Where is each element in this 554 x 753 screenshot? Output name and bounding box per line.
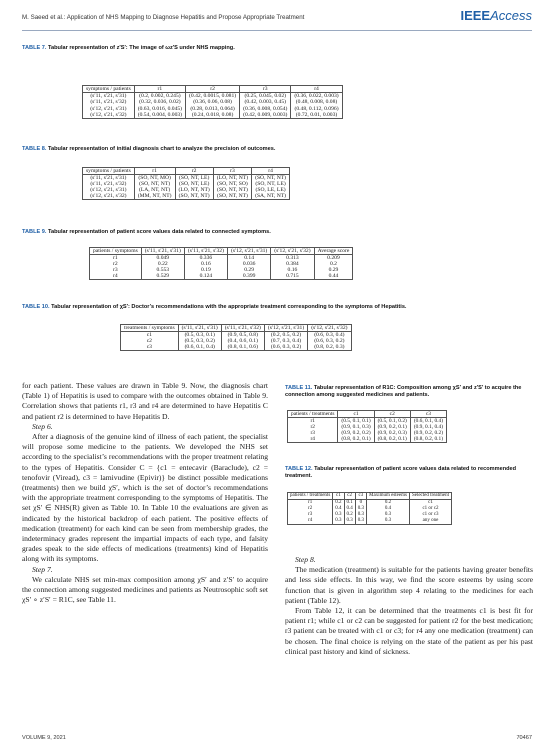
table12-cell: any one [422, 517, 439, 523]
table9-cell: 0.44 [328, 273, 339, 279]
table8-column-r1 [134, 175, 175, 200]
table12-cell: 0.4 [346, 505, 353, 511]
table7-cell: (0.72, 0.01, 0.003) [295, 111, 338, 118]
step-6-heading: Step 6. [32, 421, 53, 431]
table12-col: Selected treatment [409, 493, 451, 500]
table9-row-label: r3 [113, 267, 118, 273]
table7-cell: (0.36, 0.06, 0.08) [193, 99, 232, 106]
table8-cell: (LO, NT, NT) [178, 187, 210, 194]
table12-column [344, 499, 355, 524]
table9-caption-text: Tabular representation of patient score values data related to connected symptoms. [48, 229, 271, 235]
table12-cell: c1 or c3 [422, 511, 439, 517]
table12-col: c3 [355, 493, 366, 500]
table11-cell: (0.9, 0.2, 0.2) [413, 430, 444, 437]
table9-corner: patients / symptoms [90, 248, 142, 255]
running-header: M. Saeed et al.: Application of NHS Mapping to Diagnose Hepatitis and Propose Appropriate Treatment [22, 14, 305, 21]
table10-cell: (0.6, 0.3, 0.2) [314, 338, 345, 345]
table11-cell: (0.9, 0.2, 0.3) [377, 430, 407, 437]
table12 [287, 492, 452, 525]
table12-cell: 0.3 [357, 517, 365, 523]
table12-col: Maximum esteems [367, 493, 410, 500]
table12-cell: 0.3 [357, 511, 365, 517]
table11-cell: (0.5, 0.1, 0.2) [377, 418, 407, 425]
table12-cell: 0.3 [384, 511, 392, 517]
table10-cell: (0.2, 0.5, 0.2) [270, 332, 302, 339]
table12-row-label: r2 [308, 505, 313, 511]
table7-number: TABLE 7. [22, 45, 47, 51]
table10-column [178, 332, 221, 351]
table7-caption [22, 45, 532, 52]
table8-corner: symptoms / patients [83, 168, 135, 175]
table8-row-label: (s′11, s′21, s′32) [90, 181, 127, 188]
table11-row-labels [288, 418, 338, 443]
table9-col: (s′12, s′21, s′32) [271, 248, 314, 255]
table12-cell: c1 or c2 [422, 505, 439, 511]
logo-suffix: Access [490, 8, 532, 23]
table11-caption-text: Tabular representation of R1C: Composition among χS′ and z′S′ to acquire the connection among suggested medicines and patients. [285, 385, 522, 399]
table11-cell: (0.8, 0.2, 0.1) [377, 436, 407, 443]
table9-cell: 0.313 [286, 255, 299, 261]
table12-cell: 0.3 [384, 517, 392, 523]
table9-caption [22, 229, 532, 236]
table11-column [374, 418, 410, 443]
table12-cell: 0.3 [335, 517, 342, 523]
table9-cell: 0.209 [327, 255, 340, 261]
table12-cell: 0.2 [335, 499, 342, 505]
table11-caption [285, 385, 533, 400]
table7-column-r1 [134, 93, 185, 119]
table11-cell: (0.9, 0.1, 0.3) [341, 424, 371, 431]
table11-cell: (0.8, 0.2, 0.1) [341, 436, 371, 443]
table10-cell: (0.7, 0.3, 0.4) [270, 338, 302, 345]
table12-caption-text: Tabular representation of patient score values data related to recommended treatment. [285, 466, 517, 480]
table7-cell: (0.48, 0.112, 0.096) [294, 105, 339, 112]
step-7-heading: Step 7. [32, 564, 53, 574]
table9-average-column [314, 255, 353, 280]
table7-cell: (0.2, 0.002, 0.245) [139, 93, 181, 100]
table11-row-label: r4 [310, 436, 315, 443]
table9-cell: 0.049 [156, 255, 170, 261]
table8-column-r2 [175, 175, 213, 200]
table7-cell: (0.42, 0.003, 0.45) [244, 99, 286, 106]
table12-column [409, 499, 451, 524]
table12-row-label: r1 [308, 499, 313, 505]
table12-row-label: r4 [308, 517, 313, 523]
table8-col: r4 [252, 168, 290, 175]
table7-corner: symptoms / patients [83, 86, 135, 93]
table10-cell: (0.5, 0.3, 0.2) [184, 338, 215, 345]
table8-cell: (SO, NT, NT) [255, 175, 287, 182]
table8-col: r3 [213, 168, 251, 175]
table7-cell: (0.25, 0.045, 0.02) [244, 93, 286, 100]
footer-volume: VOLUME 9, 2021 [22, 735, 66, 741]
table10-cell: (0.6, 0.1, 0.4) [184, 344, 215, 351]
table10-row-label: c1 [146, 332, 152, 339]
table12-column [355, 499, 366, 524]
table9-cell: 0.29 [244, 267, 255, 273]
table9 [89, 247, 353, 280]
table8-row-labels [83, 175, 135, 200]
table8-cell: (SO, NT, NT) [178, 193, 210, 200]
table8-number: TABLE 8. [22, 146, 47, 152]
table9-cell: 0.29 [328, 267, 339, 273]
table7-row-label: (s′11, s′21, s′31) [90, 93, 127, 100]
table7-cell: (0.36, 0.008, 0.054) [243, 105, 288, 112]
table11-cell: (0.6, 0.1, 0.4) [413, 418, 444, 425]
right-paragraph-2: From Table 12, it can be determined that the treatments c1 is best fit for patient r1; while c1 or c2 can be suggested for patient r2 for the best medication; r3 patient can be treated with c1 or c3; for r4 any one medication (treatment) can be chosen. The final choice is relying on the state of the patient as per his past clinical past history and kind of sickness. [285, 606, 533, 656]
table9-col: (s′12, s′21, s′31) [227, 248, 270, 255]
table9-cell: 0.2 [329, 261, 337, 267]
table11-column [410, 418, 446, 443]
table11-corner: patients / treatments [288, 411, 338, 418]
table12-cell: c1 [428, 499, 433, 505]
table8-column-r3 [213, 175, 251, 200]
table8-row-label: (s′11, s′21, s′31) [90, 175, 127, 182]
table9-row-label: r1 [113, 255, 118, 261]
table8-cell: (SO, NT, LE) [178, 175, 210, 182]
left-column-text [22, 381, 268, 605]
table10-col: (s′11, s′21, s′32) [221, 325, 264, 332]
table9-cell: 0.384 [286, 261, 299, 267]
table7-col: r2 [186, 86, 240, 93]
table7-cell: (0.63, 0.016, 0.045) [137, 105, 183, 112]
table11-row-label: r2 [310, 424, 315, 431]
table8-row-label: (s′12, s′21, s′31) [90, 187, 127, 194]
table8-cell: (SA, NT, NT) [255, 193, 287, 200]
table10-cell: (0.4, 0.6, 0.1) [227, 338, 258, 345]
logo-prefix: IEEE [460, 8, 491, 23]
table8-cell: (SO, LE, LE) [255, 187, 286, 194]
table8-cell: (SO, NT, MO) [138, 175, 171, 182]
table8-cell: (SO, NT, LE) [255, 181, 286, 188]
header-rule [22, 30, 532, 31]
table8-row-label: (s′12, s′21, s′32) [90, 193, 127, 200]
table10-row-label: c3 [146, 344, 152, 351]
table11-cell: (0.9, 0.2, 0.2) [341, 430, 371, 437]
table7-cell: (0.28, 0.013, 0.064) [190, 105, 235, 112]
table9-cell: 0.553 [156, 267, 170, 273]
table12-number: TABLE 12. [285, 466, 313, 472]
table7-col: r4 [291, 86, 342, 93]
table10-cell: (0.6, 0.3, 0.2) [270, 344, 302, 351]
table8-cell: (MM, NT, NT) [137, 193, 172, 200]
table7-row-label: (s′11, s′21, s′32) [90, 99, 127, 106]
table11 [287, 410, 447, 443]
table8 [82, 167, 290, 200]
table11-row-label: r3 [310, 430, 315, 437]
table11-col: c3 [410, 411, 446, 418]
table9-cell: 0.529 [156, 273, 170, 279]
table11-cell: (0.9, 0.1, 0.4) [413, 424, 444, 431]
table11-row-label: r1 [310, 418, 315, 425]
table12-cell: 0 [359, 499, 363, 505]
journal-logo [460, 8, 532, 23]
table10-caption [22, 304, 532, 311]
table7-row-label: (s′12, s′21, s′32) [90, 111, 127, 118]
table11-cell: (0.5, 0.1, 0.1) [341, 418, 371, 425]
table8-caption-text: Tabular representation of initial diagnosis chart to analyze the precision of outcomes. [48, 146, 276, 152]
table9-cell: 0.715 [286, 273, 299, 279]
table9-column [141, 255, 184, 280]
table12-cell: 0.2 [346, 511, 353, 517]
table10-caption-text: Tabular representation of χS′: Doctor’s recommendations with the appropriate treatment corresponding to the symptoms of Hepatitis. [51, 304, 407, 310]
table10-number: TABLE 10. [22, 304, 50, 310]
table9-cell: 0.124 [199, 273, 213, 279]
table11-column [338, 418, 374, 443]
table8-cell: (SO, NT, NT) [139, 181, 171, 188]
table10-row-label: c2 [146, 338, 152, 345]
table11-col: c1 [338, 411, 374, 418]
table9-cell: 0.16 [201, 261, 211, 267]
table7-cell: (0.54, 0.004, 0.003) [137, 111, 183, 118]
table7-col: r3 [240, 86, 291, 93]
left-paragraph-3: We calculate NHS set min-max composition among χS′ and z′S′ to acquire the connection among suggested medicines and patients as Neutrosophic soft set χS′ ∘ z′S′ = R1C, see Table 11. [22, 574, 268, 605]
table9-cell: 0.22 [157, 261, 168, 267]
table8-cell: (SO, NT, NT) [216, 193, 248, 200]
table11-cell: (0.8, 0.2, 0.1) [413, 436, 444, 443]
table10-column [264, 332, 307, 351]
right-paragraph-1: The medication (treatment) is suitable for the patients having greater benefits and less side effects. In this way, we find the score esteems by using score function that is given in algorithm step 4 relating to the medicines for each patient (Table 12). [285, 565, 533, 605]
table9-cell: 0.336 [199, 255, 213, 261]
table9-cell: 0.19 [201, 267, 211, 273]
table9-col: Average score [314, 248, 353, 255]
table9-row-label: r4 [113, 273, 118, 279]
table9-number: TABLE 9. [22, 229, 47, 235]
table12-cell: 0.2 [384, 499, 392, 505]
table12-col: c1 [333, 493, 344, 500]
table11-number: TABLE 11. [285, 385, 313, 391]
table10-cell: (0.8, 0.1, 0.6) [227, 344, 258, 351]
table10-col: (s′12, s′21, s′31) [264, 325, 307, 332]
table8-cell: (SO, NT, LE) [178, 181, 210, 188]
table8-cell: (SO, NT, SO) [217, 181, 248, 188]
table7-caption-text: Tabular representation of z′S′: The image of ωz′S under NHS mapping. [48, 45, 235, 51]
table9-row-label: r2 [113, 261, 118, 267]
table10-cell: (0.5, 0.3, 0.1) [184, 332, 215, 339]
table8-col: r1 [134, 168, 175, 175]
table10-cell: (0.8, 0.2, 0.3) [314, 344, 345, 351]
table12-cell: 0.1 [346, 499, 353, 505]
table12-caption [285, 466, 533, 481]
left-paragraph-2: After a diagnosis of the genuine kind of illness of each patient, the specialist will propose some medicine to the patients. We developed the NHS set according to the specialist’s recommendations with the proper treatment relating to the types of Hepatitis. Consider C = {c1 = entecavir (Baraclude), c2 = tenofovir (Viread), c3 = lamivudine (Epivir)} be distinct possible medications (treatments) then we build χS′, which is the set of doctor’s recommendations with the appropriate treatment corresponding to the symptoms of Hepatitis. The set χS′ ∈ NHS(R) given as Table 10. In Table 10 the evaluations are given as indicated by the historical backdrop of each patient. The positive effects of medication (treatment) for each kind can be seen from membership grades, the indeterminacy grades represent the impartial impacts of each type, and falsity grades speak to the side effects of medications (treatments) kind of Hepatitis along with its symptoms. [22, 432, 268, 564]
table8-cell: (LO, NT, NT) [216, 175, 249, 182]
footer-page-number: 70467 [516, 735, 532, 741]
table12-corner: patients / treatments [288, 493, 333, 500]
table10-row-labels [121, 332, 179, 351]
table7-cell: (0.32, 0.036, 0.02) [139, 99, 181, 106]
left-paragraph-1: for each patient. These values are drawn in Table 9. Now, the diagnosis chart (Table 1) of Hepatitis is used to compare with the outcomes obtained in Table 9. Correlation shows that patients r1, r3 and r4 are determined to have Hepatitis C and patient r2 is determined to have Hepatitis D. [22, 381, 268, 421]
table7-cell: (0.36, 0.022, 0.003) [294, 93, 339, 100]
table7-row-label: (s′12, s′21, s′31) [90, 105, 127, 112]
table9-column [271, 255, 314, 280]
table8-caption [22, 146, 532, 153]
table10-column [308, 332, 351, 351]
table10-cell: (0.9, 0.5, 0.8) [227, 332, 258, 339]
table7-column-r2 [186, 93, 240, 119]
table12-col: c2 [344, 493, 355, 500]
step-8-heading: Step 8. [295, 555, 316, 564]
table10-column [221, 332, 264, 351]
table10-corner: treatments / symptoms [121, 325, 179, 332]
table9-cell: 0.399 [242, 273, 256, 279]
table9-cell: 0.14 [244, 255, 255, 261]
table12-cell: 0.3 [357, 505, 365, 511]
table7-cell: (0.42, 0.009, 0.003) [243, 111, 288, 118]
table10-cell: (0.6, 0.3, 0.4) [314, 332, 345, 339]
table7-cell: (0.24, 0.018, 0.08) [191, 111, 234, 118]
table9-col: (s′11, s′21, s′32) [184, 248, 227, 255]
right-column-text [285, 555, 533, 657]
table8-cell: (SO, NT, NT) [216, 187, 248, 194]
table7-cell: (0.48, 0.008, 0.08) [295, 99, 338, 106]
table9-column [227, 255, 270, 280]
table8-column-r4 [252, 175, 290, 200]
table7-column-r3 [240, 93, 291, 119]
table9-col: (s′11, s′21, s′31) [141, 248, 184, 255]
table7-column-r4 [291, 93, 342, 119]
table11-cell: (0.9, 0.2, 0.1) [377, 424, 407, 431]
table12-cell: 0.3 [346, 517, 353, 523]
table8-col: r2 [175, 168, 213, 175]
table9-row-labels [90, 255, 142, 280]
table7-col: r1 [134, 86, 185, 93]
table10-col: (s′11, s′21, s′31) [178, 325, 221, 332]
table12-row-labels [288, 499, 333, 524]
table12-column [367, 499, 410, 524]
table12-row-label: r3 [308, 511, 313, 517]
table12-column [333, 499, 344, 524]
table11-col: c2 [374, 411, 410, 418]
table12-cell: 0.4 [384, 505, 392, 511]
table7 [82, 85, 343, 119]
table10-col: (s′12, s′21, s′32) [308, 325, 351, 332]
table9-cell: 0.16 [287, 267, 298, 273]
table12-cell: 0.3 [335, 511, 342, 517]
table9-cell: 0.036 [242, 261, 256, 267]
table8-cell: (LA, NT, NT) [138, 187, 171, 194]
table7-cell: (0.42, 0.0015, 0.081) [189, 93, 237, 100]
table9-column [184, 255, 227, 280]
table10 [120, 324, 352, 351]
table7-row-labels [83, 93, 135, 119]
table12-cell: 0.4 [335, 505, 342, 511]
